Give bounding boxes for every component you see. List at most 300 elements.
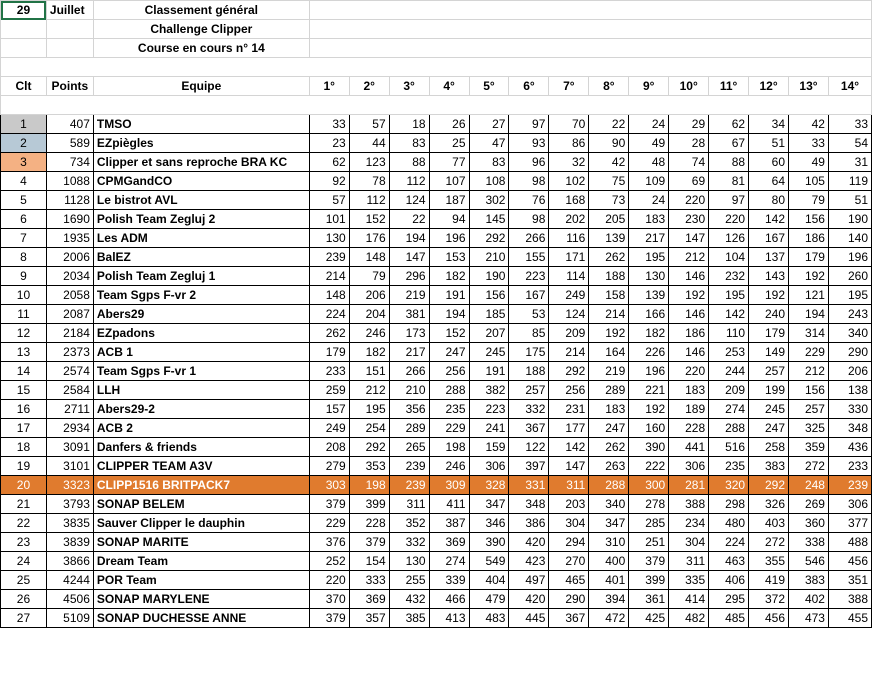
race-result-cell[interactable]: 390 bbox=[469, 533, 509, 552]
race-result-cell[interactable]: 175 bbox=[509, 343, 549, 362]
race-result-cell[interactable]: 382 bbox=[469, 381, 509, 400]
team-cell[interactable]: LLH bbox=[93, 381, 309, 400]
race-result-cell[interactable]: 29 bbox=[669, 115, 709, 134]
race-result-cell[interactable]: 386 bbox=[509, 514, 549, 533]
team-cell[interactable]: ACB 2 bbox=[93, 419, 309, 438]
race-result-cell[interactable]: 272 bbox=[789, 457, 829, 476]
team-cell[interactable]: SONAP MARYLENE bbox=[93, 590, 309, 609]
points-cell[interactable]: 3839 bbox=[46, 533, 93, 552]
race-result-cell[interactable]: 88 bbox=[389, 153, 429, 172]
race-result-cell[interactable]: 54 bbox=[828, 134, 871, 153]
race-result-cell[interactable]: 298 bbox=[709, 495, 749, 514]
race-result-cell[interactable]: 130 bbox=[309, 229, 349, 248]
race-result-cell[interactable]: 235 bbox=[429, 400, 469, 419]
race-result-cell[interactable]: 185 bbox=[469, 305, 509, 324]
race-result-cell[interactable]: 195 bbox=[709, 286, 749, 305]
race-result-cell[interactable]: 155 bbox=[509, 248, 549, 267]
race-result-cell[interactable]: 294 bbox=[549, 533, 589, 552]
race-result-cell[interactable]: 214 bbox=[549, 343, 589, 362]
race-result-cell[interactable]: 57 bbox=[349, 115, 389, 134]
race-result-cell[interactable]: 156 bbox=[469, 286, 509, 305]
race-result-cell[interactable]: 188 bbox=[589, 267, 629, 286]
race-result-cell[interactable]: 151 bbox=[349, 362, 389, 381]
race-result-cell[interactable]: 304 bbox=[549, 514, 589, 533]
race-result-cell[interactable]: 62 bbox=[309, 153, 349, 172]
points-cell[interactable]: 407 bbox=[46, 115, 93, 134]
race-result-cell[interactable]: 74 bbox=[669, 153, 709, 172]
points-cell[interactable]: 2373 bbox=[46, 343, 93, 362]
race-result-cell[interactable]: 360 bbox=[789, 514, 829, 533]
team-cell[interactable]: Abers29 bbox=[93, 305, 309, 324]
race-result-cell[interactable]: 190 bbox=[469, 267, 509, 286]
race-result-cell[interactable]: 164 bbox=[589, 343, 629, 362]
race-result-cell[interactable]: 138 bbox=[828, 381, 871, 400]
rank-cell[interactable]: 27 bbox=[1, 609, 47, 628]
race-result-cell[interactable]: 257 bbox=[749, 362, 789, 381]
race-result-cell[interactable]: 183 bbox=[629, 210, 669, 229]
race-result-cell[interactable]: 78 bbox=[349, 172, 389, 191]
race-result-cell[interactable]: 88 bbox=[709, 153, 749, 172]
race-result-cell[interactable]: 33 bbox=[789, 134, 829, 153]
race-result-cell[interactable]: 210 bbox=[389, 381, 429, 400]
race-result-cell[interactable]: 189 bbox=[669, 400, 709, 419]
race-result-cell[interactable]: 179 bbox=[789, 248, 829, 267]
race-result-cell[interactable]: 214 bbox=[309, 267, 349, 286]
race-result-cell[interactable]: 254 bbox=[349, 419, 389, 438]
race-result-cell[interactable]: 278 bbox=[629, 495, 669, 514]
race-result-cell[interactable]: 130 bbox=[629, 267, 669, 286]
race-result-cell[interactable]: 148 bbox=[349, 248, 389, 267]
race-result-cell[interactable]: 160 bbox=[629, 419, 669, 438]
points-cell[interactable]: 2584 bbox=[46, 381, 93, 400]
race-result-cell[interactable]: 311 bbox=[389, 495, 429, 514]
column-header[interactable]: 4° bbox=[429, 77, 469, 96]
race-result-cell[interactable]: 34 bbox=[749, 115, 789, 134]
race-result-cell[interactable]: 209 bbox=[709, 381, 749, 400]
race-result-cell[interactable]: 147 bbox=[669, 229, 709, 248]
team-cell[interactable]: POR Team bbox=[93, 571, 309, 590]
race-result-cell[interactable]: 146 bbox=[669, 343, 709, 362]
race-result-cell[interactable]: 220 bbox=[669, 362, 709, 381]
race-result-cell[interactable]: 212 bbox=[789, 362, 829, 381]
race-result-cell[interactable]: 473 bbox=[789, 609, 829, 628]
race-result-cell[interactable]: 92 bbox=[309, 172, 349, 191]
race-result-cell[interactable]: 229 bbox=[309, 514, 349, 533]
race-result-cell[interactable]: 400 bbox=[589, 552, 629, 571]
race-result-cell[interactable]: 220 bbox=[309, 571, 349, 590]
race-result-cell[interactable]: 335 bbox=[669, 571, 709, 590]
race-result-cell[interactable]: 153 bbox=[429, 248, 469, 267]
rank-cell[interactable]: 19 bbox=[1, 457, 47, 476]
race-result-cell[interactable]: 463 bbox=[709, 552, 749, 571]
points-cell[interactable]: 1088 bbox=[46, 172, 93, 191]
race-result-cell[interactable]: 253 bbox=[709, 343, 749, 362]
race-result-cell[interactable]: 142 bbox=[709, 305, 749, 324]
race-result-cell[interactable]: 285 bbox=[629, 514, 669, 533]
empty-row[interactable] bbox=[1, 58, 872, 77]
race-result-cell[interactable]: 149 bbox=[749, 343, 789, 362]
race-result-cell[interactable]: 352 bbox=[389, 514, 429, 533]
race-result-cell[interactable]: 497 bbox=[509, 571, 549, 590]
team-cell[interactable]: Clipper et sans reproche BRA KC bbox=[93, 153, 309, 172]
race-result-cell[interactable]: 96 bbox=[509, 153, 549, 172]
month-cell[interactable]: Juillet bbox=[46, 1, 93, 20]
race-result-cell[interactable]: 194 bbox=[789, 305, 829, 324]
team-cell[interactable]: Dream Team bbox=[93, 552, 309, 571]
race-result-cell[interactable]: 126 bbox=[709, 229, 749, 248]
race-result-cell[interactable]: 266 bbox=[389, 362, 429, 381]
race-result-cell[interactable]: 256 bbox=[549, 381, 589, 400]
race-result-cell[interactable]: 328 bbox=[469, 476, 509, 495]
race-result-cell[interactable]: 98 bbox=[509, 172, 549, 191]
race-result-cell[interactable]: 246 bbox=[429, 457, 469, 476]
race-result-cell[interactable]: 179 bbox=[749, 324, 789, 343]
race-result-cell[interactable]: 139 bbox=[629, 286, 669, 305]
column-header[interactable]: Points bbox=[46, 77, 93, 96]
race-result-cell[interactable]: 292 bbox=[349, 438, 389, 457]
race-result-cell[interactable]: 188 bbox=[509, 362, 549, 381]
rank-cell[interactable]: 26 bbox=[1, 590, 47, 609]
rank-cell[interactable]: 10 bbox=[1, 286, 47, 305]
race-result-cell[interactable]: 73 bbox=[589, 191, 629, 210]
race-result-cell[interactable]: 140 bbox=[828, 229, 871, 248]
race-result-cell[interactable]: 252 bbox=[309, 552, 349, 571]
race-result-cell[interactable]: 245 bbox=[749, 400, 789, 419]
race-result-cell[interactable]: 168 bbox=[549, 191, 589, 210]
race-result-cell[interactable]: 420 bbox=[509, 533, 549, 552]
race-result-cell[interactable]: 274 bbox=[709, 400, 749, 419]
race-result-cell[interactable]: 152 bbox=[429, 324, 469, 343]
race-result-cell[interactable]: 270 bbox=[549, 552, 589, 571]
race-result-cell[interactable]: 49 bbox=[629, 134, 669, 153]
rank-cell[interactable]: 8 bbox=[1, 248, 47, 267]
race-result-cell[interactable]: 369 bbox=[429, 533, 469, 552]
race-result-cell[interactable]: 288 bbox=[429, 381, 469, 400]
team-cell[interactable]: CLIPPER TEAM A3V bbox=[93, 457, 309, 476]
race-result-cell[interactable]: 403 bbox=[749, 514, 789, 533]
race-result-cell[interactable]: 60 bbox=[749, 153, 789, 172]
rank-cell[interactable]: 17 bbox=[1, 419, 47, 438]
race-result-cell[interactable]: 333 bbox=[349, 571, 389, 590]
race-result-cell[interactable]: 42 bbox=[589, 153, 629, 172]
column-header[interactable]: 8° bbox=[589, 77, 629, 96]
race-result-cell[interactable]: 245 bbox=[469, 343, 509, 362]
race-result-cell[interactable]: 330 bbox=[828, 400, 871, 419]
race-result-cell[interactable]: 325 bbox=[789, 419, 829, 438]
race-result-cell[interactable]: 171 bbox=[549, 248, 589, 267]
race-result-cell[interactable]: 145 bbox=[469, 210, 509, 229]
rank-cell[interactable]: 11 bbox=[1, 305, 47, 324]
race-result-cell[interactable]: 79 bbox=[789, 191, 829, 210]
race-result-cell[interactable]: 123 bbox=[349, 153, 389, 172]
race-result-cell[interactable]: 406 bbox=[709, 571, 749, 590]
race-result-cell[interactable]: 383 bbox=[789, 571, 829, 590]
race-result-cell[interactable]: 208 bbox=[309, 438, 349, 457]
race-result-cell[interactable]: 102 bbox=[549, 172, 589, 191]
race-result-cell[interactable]: 192 bbox=[629, 400, 669, 419]
race-result-cell[interactable]: 109 bbox=[629, 172, 669, 191]
race-result-cell[interactable]: 289 bbox=[589, 381, 629, 400]
race-result-cell[interactable]: 419 bbox=[749, 571, 789, 590]
race-result-cell[interactable]: 26 bbox=[429, 115, 469, 134]
race-result-cell[interactable]: 112 bbox=[389, 172, 429, 191]
race-result-cell[interactable]: 394 bbox=[589, 590, 629, 609]
race-result-cell[interactable]: 379 bbox=[629, 552, 669, 571]
race-result-cell[interactable]: 292 bbox=[469, 229, 509, 248]
race-result-cell[interactable]: 199 bbox=[749, 381, 789, 400]
race-result-cell[interactable]: 228 bbox=[349, 514, 389, 533]
race-result-cell[interactable]: 347 bbox=[469, 495, 509, 514]
race-result-cell[interactable]: 31 bbox=[828, 153, 871, 172]
race-result-cell[interactable]: 70 bbox=[549, 115, 589, 134]
race-result-cell[interactable]: 369 bbox=[349, 590, 389, 609]
race-result-cell[interactable]: 255 bbox=[389, 571, 429, 590]
race-result-cell[interactable]: 219 bbox=[589, 362, 629, 381]
rank-cell[interactable]: 13 bbox=[1, 343, 47, 362]
race-result-cell[interactable]: 456 bbox=[749, 609, 789, 628]
race-result-cell[interactable]: 243 bbox=[828, 305, 871, 324]
team-cell[interactable]: Team Sgps F-vr 2 bbox=[93, 286, 309, 305]
title-cell[interactable]: Classement général bbox=[93, 1, 309, 20]
race-result-cell[interactable]: 222 bbox=[629, 457, 669, 476]
race-result-cell[interactable]: 229 bbox=[789, 343, 829, 362]
column-header[interactable]: Equipe bbox=[93, 77, 309, 96]
race-result-cell[interactable]: 198 bbox=[349, 476, 389, 495]
column-header[interactable]: 7° bbox=[549, 77, 589, 96]
race-result-cell[interactable]: 223 bbox=[469, 400, 509, 419]
race-result-cell[interactable]: 259 bbox=[309, 381, 349, 400]
points-cell[interactable]: 4244 bbox=[46, 571, 93, 590]
race-result-cell[interactable]: 367 bbox=[549, 609, 589, 628]
race-result-cell[interactable]: 191 bbox=[429, 286, 469, 305]
team-cell[interactable]: TMSO bbox=[93, 115, 309, 134]
race-result-cell[interactable]: 432 bbox=[389, 590, 429, 609]
race-result-cell[interactable]: 348 bbox=[509, 495, 549, 514]
race-result-cell[interactable]: 152 bbox=[349, 210, 389, 229]
race-result-cell[interactable]: 48 bbox=[629, 153, 669, 172]
race-result-cell[interactable]: 219 bbox=[389, 286, 429, 305]
race-result-cell[interactable]: 98 bbox=[509, 210, 549, 229]
team-cell[interactable]: Polish Team Zegluj 1 bbox=[93, 267, 309, 286]
race-result-cell[interactable]: 262 bbox=[589, 248, 629, 267]
race-result-cell[interactable]: 104 bbox=[709, 248, 749, 267]
race-result-cell[interactable]: 372 bbox=[749, 590, 789, 609]
race-result-cell[interactable]: 194 bbox=[429, 305, 469, 324]
race-result-cell[interactable]: 24 bbox=[629, 191, 669, 210]
race-result-cell[interactable]: 206 bbox=[349, 286, 389, 305]
points-cell[interactable]: 3323 bbox=[46, 476, 93, 495]
race-result-cell[interactable]: 402 bbox=[789, 590, 829, 609]
race-result-cell[interactable]: 62 bbox=[709, 115, 749, 134]
race-result-cell[interactable]: 311 bbox=[549, 476, 589, 495]
race-result-cell[interactable]: 93 bbox=[509, 134, 549, 153]
race-result-cell[interactable]: 86 bbox=[549, 134, 589, 153]
race-result-cell[interactable]: 27 bbox=[469, 115, 509, 134]
race-result-cell[interactable]: 381 bbox=[389, 305, 429, 324]
rank-cell[interactable]: 7 bbox=[1, 229, 47, 248]
race-result-cell[interactable]: 44 bbox=[349, 134, 389, 153]
race-result-cell[interactable]: 130 bbox=[389, 552, 429, 571]
rank-cell[interactable]: 15 bbox=[1, 381, 47, 400]
race-result-cell[interactable]: 472 bbox=[589, 609, 629, 628]
race-result-cell[interactable]: 239 bbox=[828, 476, 871, 495]
race-result-cell[interactable]: 425 bbox=[629, 609, 669, 628]
race-result-cell[interactable]: 303 bbox=[309, 476, 349, 495]
race-result-cell[interactable]: 379 bbox=[309, 495, 349, 514]
race-result-cell[interactable]: 263 bbox=[589, 457, 629, 476]
column-header[interactable]: 3° bbox=[389, 77, 429, 96]
race-result-cell[interactable]: 397 bbox=[509, 457, 549, 476]
race-result-cell[interactable]: 340 bbox=[828, 324, 871, 343]
race-result-cell[interactable]: 399 bbox=[629, 571, 669, 590]
empty-cell[interactable] bbox=[46, 20, 93, 39]
rank-cell[interactable]: 24 bbox=[1, 552, 47, 571]
race-result-cell[interactable]: 226 bbox=[629, 343, 669, 362]
race-result-cell[interactable]: 258 bbox=[749, 438, 789, 457]
rank-cell[interactable]: 21 bbox=[1, 495, 47, 514]
race-result-cell[interactable]: 177 bbox=[549, 419, 589, 438]
race-result-cell[interactable]: 67 bbox=[709, 134, 749, 153]
race-result-cell[interactable]: 105 bbox=[789, 172, 829, 191]
race-result-cell[interactable]: 423 bbox=[509, 552, 549, 571]
race-result-cell[interactable]: 190 bbox=[828, 210, 871, 229]
race-result-cell[interactable]: 192 bbox=[789, 267, 829, 286]
race-result-cell[interactable]: 220 bbox=[669, 191, 709, 210]
race-result-cell[interactable]: 195 bbox=[828, 286, 871, 305]
column-header[interactable]: 13° bbox=[789, 77, 829, 96]
race-result-cell[interactable]: 320 bbox=[709, 476, 749, 495]
column-header[interactable]: 14° bbox=[828, 77, 871, 96]
race-result-cell[interactable]: 116 bbox=[549, 229, 589, 248]
points-cell[interactable]: 4506 bbox=[46, 590, 93, 609]
rank-cell[interactable]: 20 bbox=[1, 476, 47, 495]
race-result-cell[interactable]: 90 bbox=[589, 134, 629, 153]
race-result-cell[interactable]: 221 bbox=[629, 381, 669, 400]
race-result-cell[interactable]: 231 bbox=[549, 400, 589, 419]
race-result-cell[interactable]: 85 bbox=[509, 324, 549, 343]
race-result-cell[interactable]: 108 bbox=[469, 172, 509, 191]
race-result-cell[interactable]: 196 bbox=[828, 248, 871, 267]
team-cell[interactable]: SONAP MARITE bbox=[93, 533, 309, 552]
race-result-cell[interactable]: 94 bbox=[429, 210, 469, 229]
empty-cell[interactable] bbox=[1, 20, 47, 39]
race-result-cell[interactable]: 414 bbox=[669, 590, 709, 609]
race-result-cell[interactable]: 309 bbox=[429, 476, 469, 495]
race-result-cell[interactable]: 239 bbox=[309, 248, 349, 267]
race-result-cell[interactable]: 209 bbox=[549, 324, 589, 343]
race-result-cell[interactable]: 198 bbox=[429, 438, 469, 457]
race-result-cell[interactable]: 154 bbox=[349, 552, 389, 571]
race-result-cell[interactable]: 139 bbox=[589, 229, 629, 248]
race-result-cell[interactable]: 516 bbox=[709, 438, 749, 457]
race-result-cell[interactable]: 212 bbox=[349, 381, 389, 400]
race-result-cell[interactable]: 240 bbox=[749, 305, 789, 324]
race-result-cell[interactable]: 195 bbox=[349, 400, 389, 419]
race-result-cell[interactable]: 274 bbox=[429, 552, 469, 571]
race-result-cell[interactable]: 260 bbox=[828, 267, 871, 286]
race-result-cell[interactable]: 485 bbox=[709, 609, 749, 628]
race-result-cell[interactable]: 196 bbox=[629, 362, 669, 381]
race-result-cell[interactable]: 228 bbox=[669, 419, 709, 438]
race-result-cell[interactable]: 239 bbox=[389, 457, 429, 476]
race-result-cell[interactable]: 346 bbox=[469, 514, 509, 533]
race-result-cell[interactable]: 269 bbox=[789, 495, 829, 514]
race-result-cell[interactable]: 101 bbox=[309, 210, 349, 229]
race-result-cell[interactable]: 148 bbox=[309, 286, 349, 305]
race-result-cell[interactable]: 207 bbox=[469, 324, 509, 343]
team-cell[interactable]: Polish Team Zegluj 2 bbox=[93, 210, 309, 229]
race-result-cell[interactable]: 404 bbox=[469, 571, 509, 590]
race-result-cell[interactable]: 347 bbox=[589, 514, 629, 533]
empty-cell[interactable] bbox=[309, 39, 871, 58]
race-result-cell[interactable]: 482 bbox=[669, 609, 709, 628]
race-result-cell[interactable]: 42 bbox=[789, 115, 829, 134]
race-result-cell[interactable]: 121 bbox=[789, 286, 829, 305]
team-cell[interactable]: CPMGandCO bbox=[93, 172, 309, 191]
team-cell[interactable]: EZpadons bbox=[93, 324, 309, 343]
race-result-cell[interactable]: 295 bbox=[709, 590, 749, 609]
team-cell[interactable]: CLIPP1516 BRITPACK7 bbox=[93, 476, 309, 495]
race-result-cell[interactable]: 79 bbox=[349, 267, 389, 286]
race-result-cell[interactable]: 122 bbox=[509, 438, 549, 457]
race-result-cell[interactable]: 256 bbox=[429, 362, 469, 381]
race-result-cell[interactable]: 370 bbox=[309, 590, 349, 609]
points-cell[interactable]: 2058 bbox=[46, 286, 93, 305]
rank-cell[interactable]: 12 bbox=[1, 324, 47, 343]
rank-cell[interactable]: 25 bbox=[1, 571, 47, 590]
rank-cell[interactable]: 18 bbox=[1, 438, 47, 457]
race-result-cell[interactable]: 244 bbox=[709, 362, 749, 381]
race-result-cell[interactable]: 234 bbox=[669, 514, 709, 533]
race-result-cell[interactable]: 266 bbox=[509, 229, 549, 248]
race-result-cell[interactable]: 229 bbox=[429, 419, 469, 438]
race-result-cell[interactable]: 314 bbox=[789, 324, 829, 343]
race-result-cell[interactable]: 290 bbox=[828, 343, 871, 362]
race-result-cell[interactable]: 488 bbox=[828, 533, 871, 552]
race-result-cell[interactable]: 390 bbox=[629, 438, 669, 457]
race-result-cell[interactable]: 33 bbox=[309, 115, 349, 134]
race-result-cell[interactable]: 379 bbox=[309, 609, 349, 628]
race-result-cell[interactable]: 356 bbox=[389, 400, 429, 419]
race-result-cell[interactable]: 22 bbox=[589, 115, 629, 134]
race-result-cell[interactable]: 182 bbox=[629, 324, 669, 343]
race-result-cell[interactable]: 246 bbox=[349, 324, 389, 343]
race-result-cell[interactable]: 387 bbox=[429, 514, 469, 533]
rank-cell[interactable]: 16 bbox=[1, 400, 47, 419]
rank-cell[interactable]: 6 bbox=[1, 210, 47, 229]
race-result-cell[interactable]: 265 bbox=[389, 438, 429, 457]
race-result-cell[interactable]: 272 bbox=[749, 533, 789, 552]
race-result-cell[interactable]: 441 bbox=[669, 438, 709, 457]
race-result-cell[interactable]: 262 bbox=[309, 324, 349, 343]
race-result-cell[interactable]: 80 bbox=[749, 191, 789, 210]
points-cell[interactable]: 2184 bbox=[46, 324, 93, 343]
rank-cell[interactable]: 14 bbox=[1, 362, 47, 381]
team-cell[interactable]: BalEZ bbox=[93, 248, 309, 267]
race-result-cell[interactable]: 156 bbox=[789, 210, 829, 229]
race-result-cell[interactable]: 359 bbox=[789, 438, 829, 457]
race-result-cell[interactable]: 367 bbox=[509, 419, 549, 438]
team-cell[interactable]: SONAP BELEM bbox=[93, 495, 309, 514]
race-result-cell[interactable]: 235 bbox=[709, 457, 749, 476]
race-result-cell[interactable]: 311 bbox=[669, 552, 709, 571]
column-header[interactable]: 10° bbox=[669, 77, 709, 96]
race-result-cell[interactable]: 455 bbox=[828, 609, 871, 628]
race-result-cell[interactable]: 230 bbox=[669, 210, 709, 229]
race-result-cell[interactable]: 288 bbox=[709, 419, 749, 438]
race-result-cell[interactable]: 182 bbox=[349, 343, 389, 362]
race-result-cell[interactable]: 331 bbox=[509, 476, 549, 495]
